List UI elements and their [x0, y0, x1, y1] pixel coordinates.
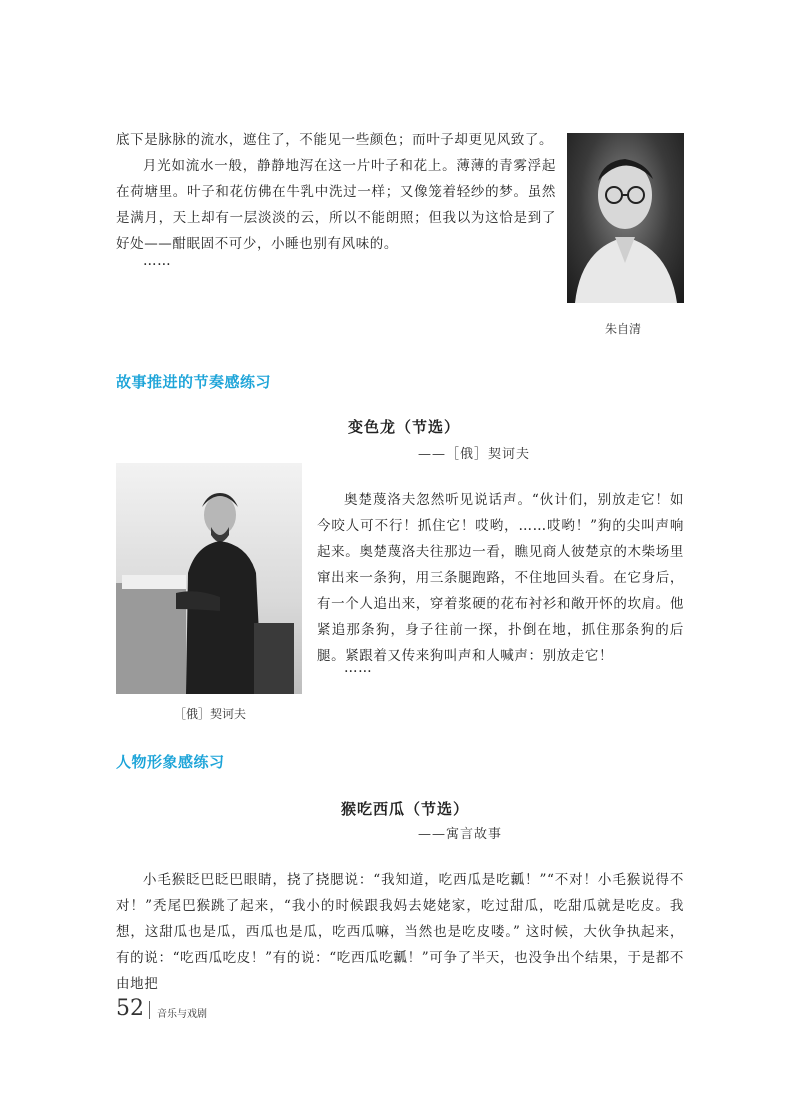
chameleon-title: 变色龙（节选）: [348, 418, 461, 436]
portrait-figure: [567, 133, 684, 303]
chameleon-author: ——［俄］契诃夫: [418, 447, 531, 462]
book-title: 音乐与戏剧: [157, 1009, 207, 1020]
chameleon-text: 奥楚蔑洛夫忽然听见说话声。“伙计们，别放走它！如今咬人可不行！抓住它！哎哟，……哎哟！”狗的尖叫声响起来。奥楚蔑洛夫往那边一看，瞧见商人彼楚京的木柴场里窜出来一条狗，用三条腿跑路，不住地回头看。在它身后，有一个人追出来，穿着浆硬的花布衬衫和敞开怀的坎肩。他紧追那条狗，身子往前一探，扑倒在地，抓住那条狗的后腿。紧跟着又传来狗叫声和人喊声：别放走它！: [317, 492, 684, 664]
top-passage-line1: 底下是脉脉的流水，遮住了，不能见一些颜色；而叶子却更见风致了。: [116, 132, 554, 148]
zhu-ziqing-caption: 朱自清: [605, 322, 642, 336]
footer-divider: [149, 1001, 150, 1019]
chameleon-ellipsis: ……: [344, 660, 373, 676]
top-passage-paragraph: 月光如流水一般，静静地泻在这一片叶子和花上。薄薄的青雾浮起在荷塘里。叶子和花仿佛在牛乳中洗过一样；又像笼着轻纱的梦。虽然是满月，天上却有一层淡淡的云，所以不能朗照；但我以为这恰是到了好处——酣眠固不可少，小睡也别有风味的。: [116, 158, 556, 252]
section-heading-character: 人物形象感练习: [116, 753, 225, 771]
monkey-author: ——寓言故事: [418, 827, 503, 842]
chekhov-figure: [116, 463, 302, 694]
portrait-photo-chekhov: [116, 463, 302, 694]
top-passage-ellipsis: ……: [143, 253, 172, 269]
page-number: 52: [116, 996, 144, 1021]
chekhov-caption: ［俄］契诃夫: [174, 707, 247, 721]
portrait-photo-zhu-ziqing: [567, 133, 684, 303]
monkey-title: 猴吃西瓜（节选）: [341, 800, 470, 818]
monkey-text: 小毛猴眨巴眨巴眼睛，挠了挠腮说：“我知道，吃西瓜是吃瓤！”“不对！小毛猴说得不对！”秃尾巴猴跳了起来，“我小的时候跟我妈去姥姥家，吃过甜瓜，吃甜瓜就是吃皮。我想，这甜瓜也是瓜，西瓜也是瓜，吃西瓜嘛，当然也是吃皮喽。” 这时候，大伙争执起来，有的说：“吃西瓜吃皮！”有的说：“吃西瓜吃瓤！”可争了半天，也没争出个结果，于是都不由地把: [116, 872, 684, 992]
section-heading-rhythm: 故事推进的节奏感练习: [116, 373, 272, 391]
